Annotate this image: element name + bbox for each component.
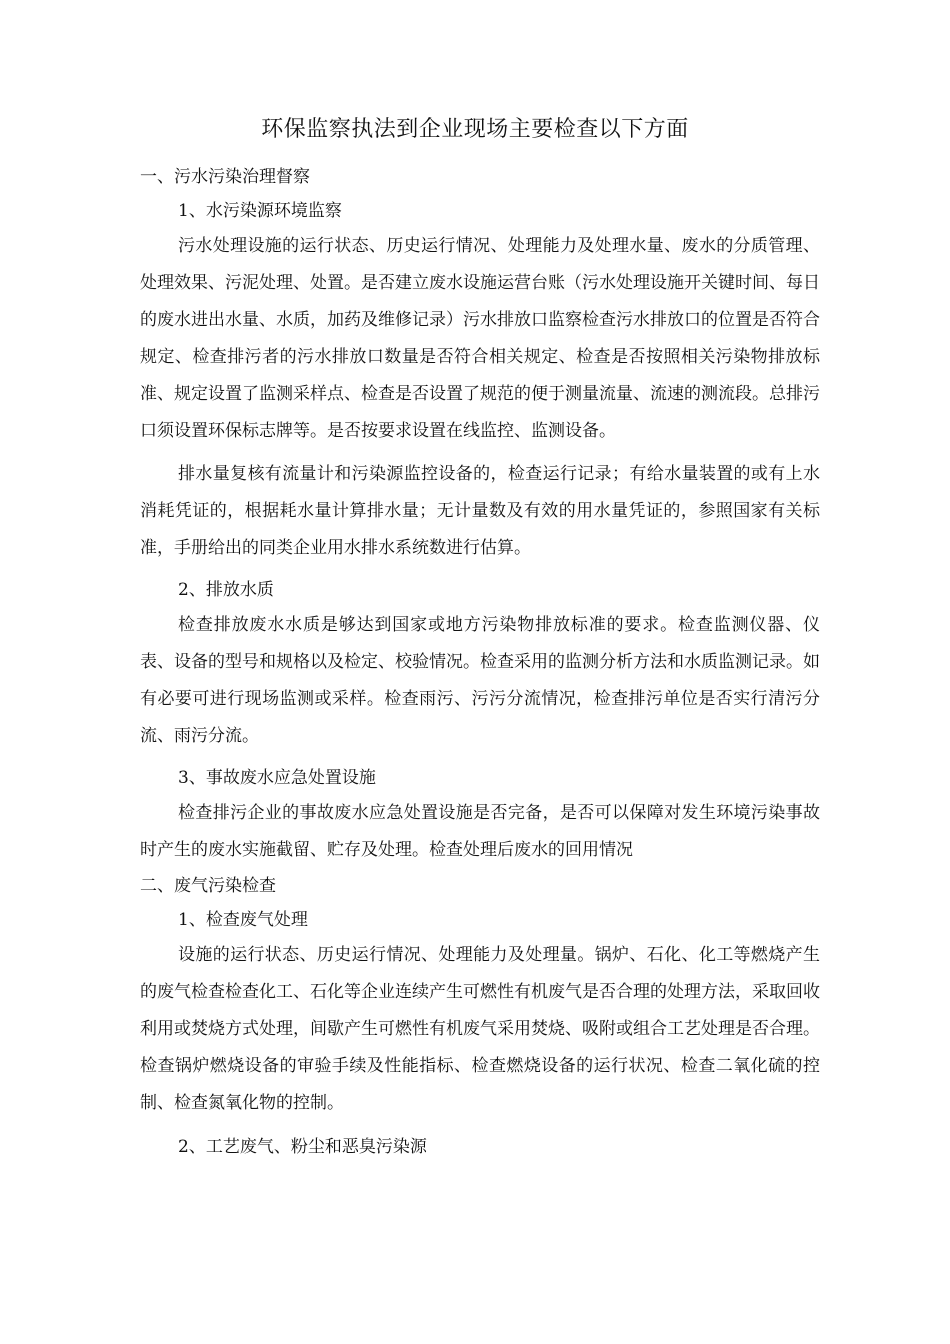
subsection-heading: 2、排放水质 — [178, 580, 274, 600]
document-body — [140, 160, 820, 1164]
section-heading: 一、污水污染治理督察 — [140, 167, 310, 187]
subsection-heading: 2、工艺废气、粉尘和恶臭污染源 — [178, 1137, 427, 1157]
paragraph: 检查排放废水水质是够达到国家或地方污染物排放标准的要求。检查监测仪器、仪表、设备的型号和规格以及检定、校验情况。检查采用的监测分析方法和水质监测记录。如有必要可进行现场监测或采样。检查雨污、污污分流情况，检查排污单位是否实行清污分流、雨污分流。 — [140, 615, 820, 746]
subsection-heading: 3、事故废水应急处置设施 — [178, 768, 376, 788]
subsection-heading: 1、水污染源环境监察 — [178, 201, 342, 221]
document-title: 环保监察执法到企业现场主要检查以下方面 — [261, 117, 689, 142]
subsection-heading: 1、检查废气处理 — [178, 910, 308, 930]
section-heading: 二、废气污染检查 — [140, 876, 276, 896]
paragraph: 设施的运行状态、历史运行情况、处理能力及处理量。锅炉、石化、化工等燃烧产生的废气检查检查化工、石化等企业连续产生可燃性有机废气是否合理的处理方法，采取回收利用或焚烧方式处理，间歇产生可燃性有机废气采用焚烧、吸附或组合工艺处理是否合理。检查锅炉燃烧设备的审验手续及性能指标、检查燃烧设备的运行状况、检查二氧化硫的控制、检查氮氧化物的控制。 — [140, 945, 820, 1113]
paragraph: 排水量复核有流量计和污染源监控设备的，检查运行记录；有给水量装置的或有上水消耗凭证的，根据耗水量计算排水量；无计量数及有效的用水量凭证的，参照国家有关标准，手册给出的同类企业用水排水系统数进行估算。 — [140, 464, 820, 558]
paragraph: 检查排污企业的事故废水应急处置设施是否完备，是否可以保障对发生环境污染事故时产生的废水实施截留、贮存及处理。检查处理后废水的回用情况 — [140, 803, 820, 860]
paragraph: 污水处理设施的运行状态、历史运行情况、处理能力及处理水量、废水的分质管理、处理效果、污泥处理、处置。是否建立废水设施运营台账（污水处理设施开关键时间、每日的废水进出水量、水质，加药及维修记录）污水排放口监察检查污水排放口的位置是否符合规定、检查排污者的污水排放口数量是否符合相关规定、检查是否按照相关污染物排放标准、规定设置了监测采样点、检查是否设置了规范的便于测量流量、流速的测流段。总排污口须设置环保标志牌等。是否按要求设置在线监控、监测设备。 — [140, 236, 820, 441]
